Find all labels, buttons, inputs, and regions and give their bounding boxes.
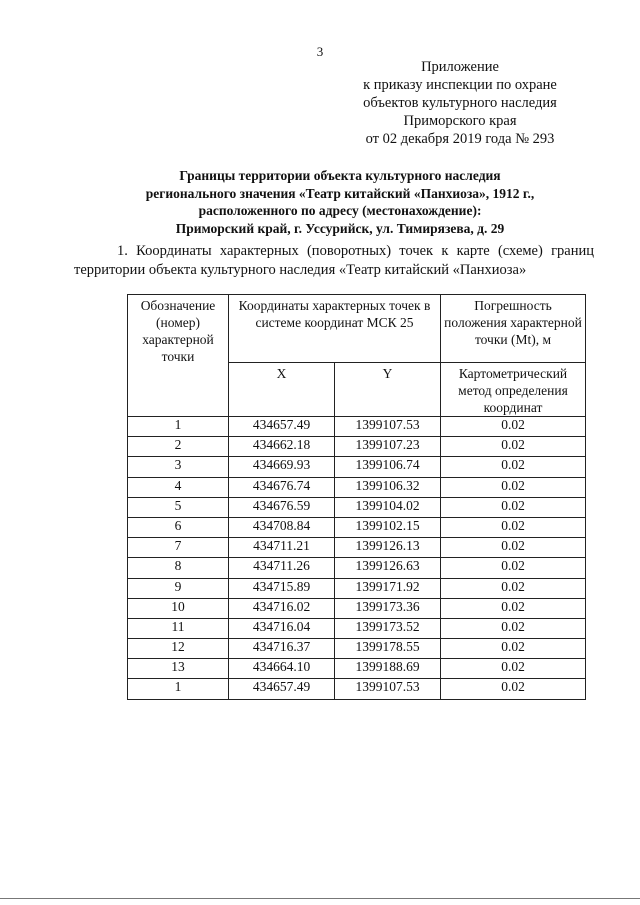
point-cell: 8 [128, 558, 229, 578]
appendix-line: объектов культурного наследия [363, 95, 557, 111]
point-column-header: Обозначение (номер) характерной точки [128, 295, 229, 417]
point-cell: 10 [128, 598, 229, 618]
y-cell: 1399102.15 [335, 517, 441, 537]
error-cell: 0.02 [441, 558, 586, 578]
y-cell: 1399173.36 [335, 598, 441, 618]
table-row [128, 659, 586, 679]
x-cell: 434711.21 [229, 538, 335, 558]
table-row [128, 578, 586, 598]
appendix-block [340, 58, 580, 148]
x-cell: 434708.84 [229, 517, 335, 537]
table-row [128, 639, 586, 659]
error-cell: 0.02 [441, 417, 586, 437]
x-cell: 434676.74 [229, 477, 335, 497]
error-cell: 0.02 [441, 497, 586, 517]
error-cell: 0.02 [441, 538, 586, 558]
table-row [128, 598, 586, 618]
point-cell: 2 [128, 437, 229, 457]
y-cell: 1399178.55 [335, 639, 441, 659]
error-cell: 0.02 [441, 639, 586, 659]
y-cell: 1399107.23 [335, 437, 441, 457]
appendix-line: от 02 декабря 2019 года № 293 [365, 131, 555, 147]
x-cell: 434662.18 [229, 437, 335, 457]
appendix-line: к приказу инспекции по охране [363, 77, 557, 93]
table-row [128, 679, 586, 699]
x-cell: 434676.59 [229, 497, 335, 517]
y-cell: 1399126.13 [335, 538, 441, 558]
point-cell: 7 [128, 538, 229, 558]
x-cell: 434664.10 [229, 659, 335, 679]
coordinates-table [127, 294, 586, 700]
title-line: Приморский край, г. Уссурийск, ул. Тимирязева, д. 29 [175, 220, 505, 236]
point-cell: 3 [128, 457, 229, 477]
table-row [128, 538, 586, 558]
error-cell: 0.02 [441, 437, 586, 457]
point-cell: 12 [128, 639, 229, 659]
page-number: 3 [316, 44, 324, 59]
method-column-header: Картометрический метод определения координат [441, 363, 586, 417]
y-cell: 1399173.52 [335, 618, 441, 638]
y-cell: 1399171.92 [335, 578, 441, 598]
point-cell: 1 [128, 417, 229, 437]
title-line: регионального значения «Театр китайский «Панхиоза», 1912 г., [145, 185, 535, 201]
error-cell: 0.02 [441, 578, 586, 598]
error-cell: 0.02 [441, 659, 586, 679]
appendix-line: Приморского края [403, 113, 517, 129]
point-cell: 6 [128, 517, 229, 537]
table-row [128, 457, 586, 477]
intro-paragraph: 1. Координаты характерных (поворотных) точек к карте (схеме) границ территории объекта культурного наследия «Театр китайский «Панхиоза» [74, 243, 594, 278]
point-cell: 1 [128, 679, 229, 699]
table-row [128, 437, 586, 457]
table-row [128, 618, 586, 638]
error-column-header: Погрешность положения характерной точки (Mt), м [441, 295, 586, 363]
y-cell: 1399106.32 [335, 477, 441, 497]
y-cell: 1399188.69 [335, 659, 441, 679]
document-title [60, 167, 620, 237]
point-cell: 11 [128, 618, 229, 638]
title-line: Границы территории объекта культурного наследия [179, 168, 501, 183]
table-row [128, 477, 586, 497]
title-line: расположенного по адресу (местонахождение): [198, 203, 482, 218]
table-row [128, 517, 586, 537]
scan-edge-line [0, 898, 640, 899]
point-cell: 4 [128, 477, 229, 497]
x-cell: 434715.89 [229, 578, 335, 598]
y-cell: 1399104.02 [335, 497, 441, 517]
error-cell: 0.02 [441, 618, 586, 638]
table-row [128, 417, 586, 437]
x-column-header: X [229, 363, 335, 417]
error-cell: 0.02 [441, 598, 586, 618]
point-cell: 13 [128, 659, 229, 679]
coords-column-header: Координаты характерных точек в системе координат МСК 25 [229, 295, 441, 363]
y-cell: 1399106.74 [335, 457, 441, 477]
coordinates-table-body [128, 417, 586, 700]
x-cell: 434669.93 [229, 457, 335, 477]
x-cell: 434716.02 [229, 598, 335, 618]
point-cell: 5 [128, 497, 229, 517]
y-cell: 1399107.53 [335, 679, 441, 699]
point-cell: 9 [128, 578, 229, 598]
error-cell: 0.02 [441, 517, 586, 537]
y-cell: 1399126.63 [335, 558, 441, 578]
x-cell: 434657.49 [229, 679, 335, 699]
appendix-line: Приложение [421, 59, 499, 75]
x-cell: 434657.49 [229, 417, 335, 437]
y-column-header: Y [335, 363, 441, 417]
error-cell: 0.02 [441, 679, 586, 699]
x-cell: 434716.37 [229, 639, 335, 659]
x-cell: 434711.26 [229, 558, 335, 578]
error-cell: 0.02 [441, 457, 586, 477]
error-cell: 0.02 [441, 477, 586, 497]
table-row [128, 497, 586, 517]
table-row [128, 558, 586, 578]
x-cell: 434716.04 [229, 618, 335, 638]
y-cell: 1399107.53 [335, 417, 441, 437]
